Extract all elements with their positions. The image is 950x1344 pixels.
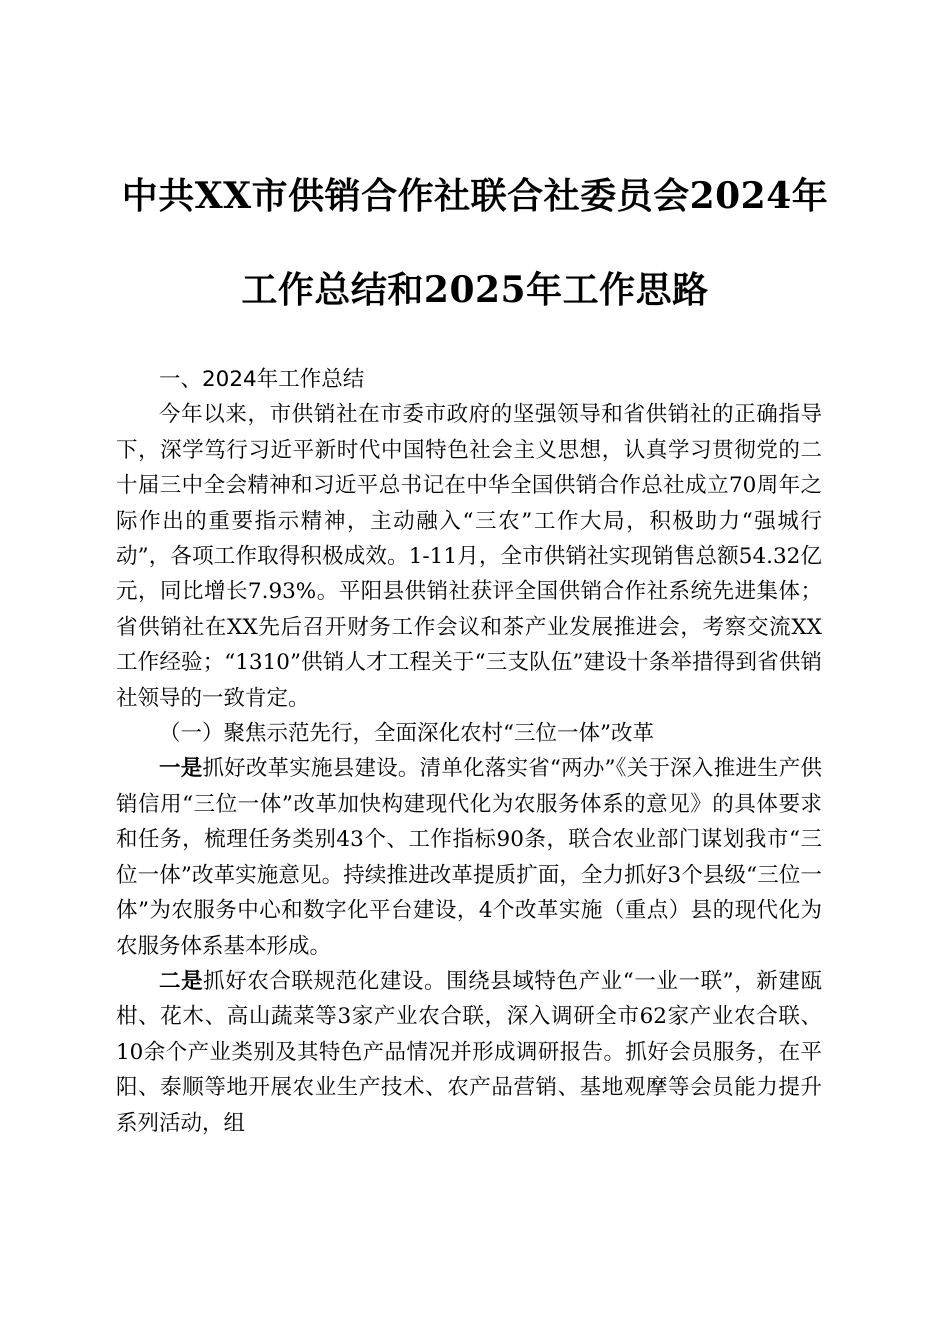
item-paragraph-1 <box>116 751 822 963</box>
intro-paragraph: 今年以来，市供销社在市委市政府的坚强领导和省供销社的正确指导下，深学笃行习近平新时代中国特色社会主义思想，认真学习贯彻党的二十届三中全会精神和习近平总书记在中华全国供销合作总社成立70周年之际作出的重要指示精神，主动融入“三农”工作大局，积极助力“强城行动”，各项工作取得积极成效。1-11月，全市供销社实现销售总额54.32亿元，同比增长7.93%。平阳县供销社获评全国供销合作社系统先进集体；省供销社在XX先后召开财务工作会议和茶产业发展推进会，考察交流XX工作经验；“1310”供销人才工程关于“三支队伍”建设十条举措得到省供销社领导的一致肯定。 <box>116 402 822 711</box>
document-title-line-2: 工作总结和2025年工作思路 <box>241 269 709 311</box>
document-title-line-1: 中共XX市供销合作社联合社委员会2024年 <box>121 175 829 217</box>
item-2-lead: 二是 <box>159 968 204 994</box>
subsection-heading: （一）聚焦示范先行，全面深化农村“三位一体”改革 <box>159 721 654 747</box>
item-paragraph-2 <box>116 964 822 1141</box>
section-heading: 一、2024年工作总结 <box>159 367 365 392</box>
document-body <box>116 362 822 1141</box>
item-1-text: 抓好改革实施县建设。清单化落实省“两办”《关于深入推进生产供销信用“三位一体”改革加快构建现代化为农服务体系的意见》的具体要求和任务，梳理任务类别43个、工作指标90条，联合农业部门谋划我市“三位一体”改革实施意见。持续推进改革提质扩面，全力抓好3个县级“三位一体”为农服务中心和数字化平台建设，4个改革实施（重点）县的现代化为农服务体系基本形成。 <box>116 756 822 959</box>
item-2-text: 抓好农合联规范化建设。围绕县域特色产业“一业一联”，新建瓯柑、花木、高山蔬菜等3家产业农合联，深入调研全市62家产业农合联、10余个产业类别及其特色产品情况并形成调研报告。抓好会员服务，在平阳、泰顺等地开展农业生产技术、农产品营销、基地观摩等会员能力提升系列活动，组 <box>116 968 822 1136</box>
item-1-lead: 一是 <box>159 756 203 782</box>
